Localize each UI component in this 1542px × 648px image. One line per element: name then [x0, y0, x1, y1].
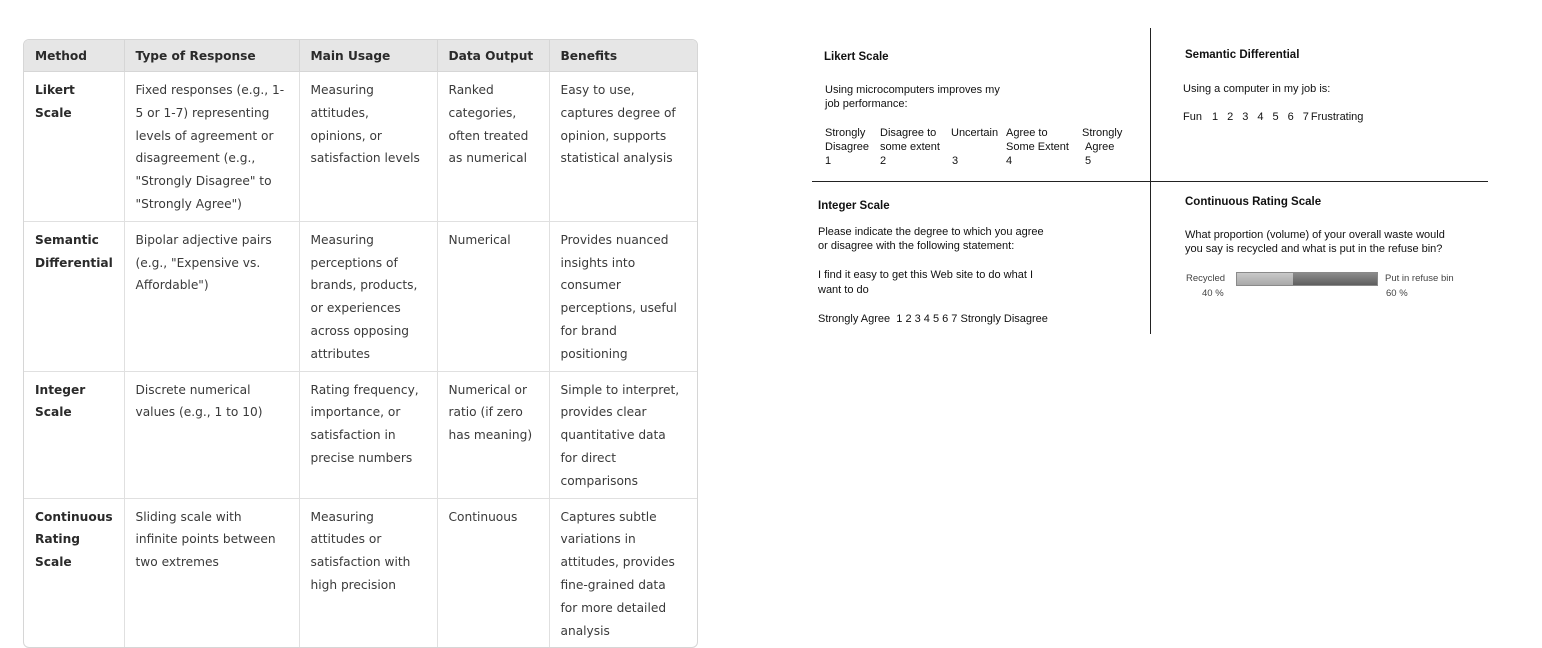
semantic-scale-row	[1183, 111, 1363, 123]
header-benefits: Benefits	[549, 40, 697, 72]
likert-option-3	[951, 126, 998, 168]
likert-option-label2: some extent	[880, 141, 940, 153]
integer-statement-line2: want to do	[818, 284, 869, 296]
likert-option-label2: Disagree	[825, 141, 870, 153]
semantic-point: 6	[1287, 111, 1294, 123]
likert-option-label1: Uncertain	[951, 127, 999, 139]
likert-option-num: 4	[1006, 155, 1013, 167]
header-data-output: Data Output	[437, 40, 549, 72]
cell-output: Ranked categories, often treated as numerical	[437, 72, 549, 222]
cell-response: Sliding scale with infinite points between two extremes	[124, 498, 299, 647]
semantic-point: 1	[1211, 111, 1219, 123]
likert-option-label2: Some Extent	[1006, 141, 1069, 153]
semantic-panel-title: Semantic Differential	[1185, 49, 1300, 61]
integer-panel-title: Integer Scale	[818, 200, 890, 212]
semantic-point: 7	[1302, 111, 1309, 123]
scales-table	[24, 40, 697, 647]
scales-figure	[812, 28, 1488, 334]
table-row	[24, 221, 697, 371]
likert-option-2	[880, 126, 940, 168]
table-row	[24, 72, 697, 222]
cell-response: Fixed responses (e.g., 1-5 or 1-7) representing levels of agreement or disagreement (e.g., "Strongly Disagree" to "Strongly Agree")	[124, 72, 299, 222]
cell-benefits: Captures subtle variations in attitudes, provides fine-grained data for more detailed analysis	[549, 498, 697, 647]
cell-usage: Measuring perceptions of brands, products, or experiences across opposing attributes	[299, 221, 437, 371]
likert-option-5	[1082, 126, 1122, 168]
cell-usage: Measuring attitudes, opinions, or satisfaction levels	[299, 72, 437, 222]
cell-usage: Rating frequency, importance, or satisfaction in precise numbers	[299, 371, 437, 498]
continuous-question-line1: What proportion (volume) of your overall waste would	[1185, 229, 1445, 241]
likert-question-line1: Using microcomputers improves my	[825, 84, 1000, 96]
table-row	[24, 371, 697, 498]
likert-option-num: 2	[880, 155, 887, 167]
likert-option-num: 1	[825, 155, 832, 167]
integer-statement-line1: I find it easy to get this Web site to do what I	[818, 269, 1034, 281]
slider-left-value: 40 %	[1202, 288, 1224, 299]
comparison-table	[23, 39, 698, 648]
likert-panel-title: Likert Scale	[824, 51, 889, 63]
integer-prompt-line2: or disagree with the following statement:	[818, 240, 1015, 252]
likert-option-num: 5	[1085, 155, 1092, 167]
likert-option-label1: Disagree to	[880, 127, 937, 139]
semantic-question: Using a computer in my job is:	[1183, 83, 1331, 95]
continuous-panel-title: Continuous Rating Scale	[1185, 196, 1322, 208]
integer-prompt-line1: Please indicate the degree to which you agree	[818, 226, 1044, 238]
likert-option-num: 3	[952, 155, 959, 167]
cell-usage: Measuring attitudes or satisfaction with high precision	[299, 498, 437, 647]
likert-option-1	[825, 126, 869, 168]
cell-method: Likert Scale	[35, 83, 75, 120]
cell-output: Numerical	[437, 221, 549, 371]
slider-right-label: Put in refuse bin	[1385, 273, 1454, 284]
cell-method: Semantic Differential	[24, 221, 124, 371]
semantic-point: 2	[1227, 111, 1234, 123]
header-method: Method	[24, 40, 124, 72]
likert-option-label2	[951, 140, 998, 154]
table-row	[24, 498, 697, 647]
header-type-of-response: Type of Response	[124, 40, 299, 72]
figure-horizontal-divider	[812, 181, 1488, 182]
likert-option-label1: Strongly	[825, 127, 866, 139]
cell-output: Continuous	[437, 498, 549, 647]
continuous-question-line2: you say is recycled and what is put in the refuse bin?	[1185, 243, 1443, 255]
semantic-point: 5	[1272, 111, 1279, 123]
semantic-point: 4	[1257, 111, 1264, 123]
likert-option-4	[1006, 126, 1069, 168]
likert-question-line2: job performance:	[825, 98, 908, 110]
semantic-point: 3	[1242, 111, 1249, 123]
cell-response: Bipolar adjective pairs (e.g., "Expensive vs. Affordable")	[124, 221, 299, 371]
cell-benefits: Simple to interpret, provides clear quantitative data for direct comparisons	[549, 371, 697, 498]
cell-response: Discrete numerical values (e.g., 1 to 10)	[124, 371, 299, 498]
likert-option-label1: Agree to	[1006, 127, 1048, 139]
cell-benefits: Easy to use, captures degree of opinion, supports statistical analysis	[549, 72, 697, 222]
likert-option-label2: Agree	[1085, 141, 1115, 153]
cell-method: Integer Scale	[24, 371, 124, 498]
cell-benefits: Provides nuanced insights into consumer perceptions, useful for brand positioning	[549, 221, 697, 371]
slider-recycled-segment	[1237, 273, 1293, 285]
semantic-left-anchor: Fun	[1183, 111, 1202, 123]
cell-method: Continuous Rating Scale	[24, 498, 124, 647]
slider-left-label: Recycled	[1186, 273, 1226, 284]
slider-refuse-segment	[1293, 273, 1377, 285]
likert-option-label1: Strongly	[1082, 127, 1123, 139]
integer-scale-text: Strongly Agree 1 2 3 4 5 6 7 Strongly Disagree	[818, 313, 1048, 325]
table-header-row	[24, 40, 697, 72]
continuous-slider[interactable]	[1236, 272, 1378, 286]
slider-right-value: 60 %	[1386, 288, 1408, 299]
cell-output: Numerical or ratio (if zero has meaning)	[437, 371, 549, 498]
semantic-right-anchor: Frustrating	[1310, 111, 1364, 123]
header-main-usage: Main Usage	[299, 40, 437, 72]
